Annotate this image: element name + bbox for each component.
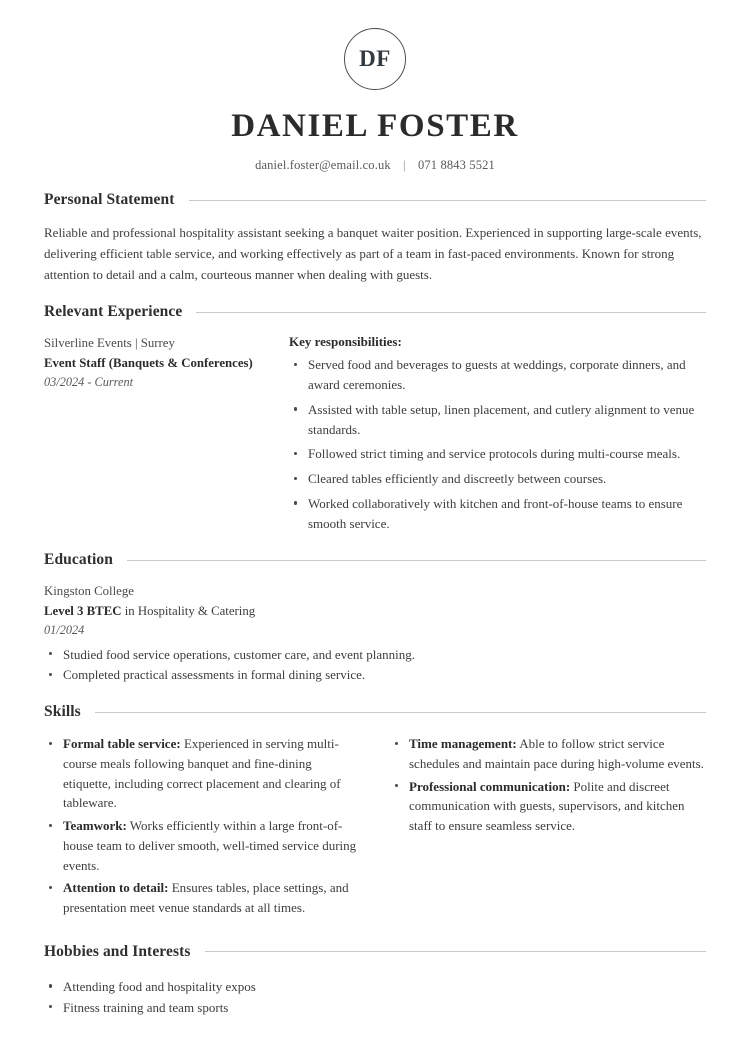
section-skills [44, 703, 706, 921]
section-relevant-experience [44, 303, 706, 533]
list-item [44, 734, 360, 813]
experience-dates: 03/2024 - Current [44, 375, 134, 390]
skills-columns [44, 734, 706, 921]
section-header [44, 703, 706, 721]
list-item [44, 878, 360, 918]
monogram-badge [344, 28, 406, 90]
responsibilities-label: Key responsibilities: [289, 334, 402, 350]
skill-description: Ensures tables, place settings, and presentation meet venue standards at all times. [63, 880, 349, 915]
education-details-list [44, 645, 706, 686]
education-entry [44, 582, 706, 685]
section-header [44, 943, 706, 961]
list-item: Attending food and hospitality expos [44, 977, 706, 997]
responsibilities-list [289, 355, 706, 533]
contact-phone[interactable]: 071 8843 5521 [417, 158, 495, 173]
candidate-name: DANIEL FOSTER [231, 108, 519, 144]
education-qualification [44, 602, 706, 622]
section-title: Education [44, 551, 113, 569]
education-institution: Kingston College [44, 584, 134, 599]
list-item: Worked collaboratively with kitchen and front-of-house teams to ensure smooth service. [289, 494, 706, 534]
section-header [44, 551, 706, 569]
list-item [44, 816, 360, 875]
section-header [44, 191, 706, 209]
section-body [44, 222, 706, 285]
skills-column-right [390, 734, 706, 921]
personal-statement-text: Reliable and professional hospitality assistant seeking a banquet waiter position. Experienced in supporting large-scale events, delivering efficient table service, and working effectively as part of a team in fast-paced environments. Known for strong attention to detail and a calm, courteous manner when dealing with guests. [44, 225, 702, 283]
list-item: Cleared tables efficiently and discreetly between courses. [289, 469, 706, 489]
skill-description: Polite and discreet communication with guests, supervisors, and kitchen staff to ensure seamless service. [409, 778, 685, 833]
skill-description: Experienced in serving multi-course meals following banquet and fine-dining etiquette, including correct placement and clearing of tableware. [63, 736, 341, 811]
section-rule [95, 712, 706, 713]
experience-role: Event Staff (Banquets & Conferences) [44, 355, 253, 370]
list-item: Studied food service operations, customer care, and event planning. [44, 645, 706, 665]
section-rule [189, 200, 706, 201]
contact-line [44, 158, 706, 173]
list-item [390, 734, 706, 774]
list-item: Served food and beverages to guests at weddings, corporate dinners, and award ceremonies. [289, 355, 706, 395]
list-item: Assisted with table setup, linen placement, and cutlery alignment to venue standards. [289, 400, 706, 440]
experience-meta [44, 334, 289, 392]
list-item: Followed strict timing and service protocols during multi-course meals. [289, 444, 706, 464]
contact-email[interactable]: daniel.foster@email.co.uk [255, 158, 391, 173]
section-education [44, 551, 706, 685]
resume-header [44, 0, 706, 173]
education-qualification-level: Level 3 BTEC [44, 603, 122, 618]
skill-term: Teamwork: [63, 818, 127, 833]
section-rule [127, 560, 706, 561]
list-item [390, 777, 706, 836]
section-header [44, 303, 706, 321]
hobbies-body [44, 977, 706, 1018]
section-title: Relevant Experience [44, 303, 183, 321]
experience-entry [44, 334, 706, 533]
skill-description: Works efficiently within a large front-of-house team to deliver smooth, well-timed service during events. [63, 818, 357, 873]
education-qualification-subject: in Hospitality & Catering [121, 603, 256, 618]
skill-term: Formal table service: [63, 736, 181, 751]
skill-term: Time management: [409, 736, 517, 751]
skills-column-left [44, 734, 360, 921]
section-rule [196, 312, 706, 313]
section-title: Personal Statement [44, 191, 175, 209]
monogram-initials: DF [359, 46, 391, 71]
section-hobbies-and-interests [44, 943, 706, 1018]
experience-details [289, 334, 706, 533]
section-title: Hobbies and Interests [44, 942, 191, 960]
skill-term: Professional communication: [409, 778, 571, 794]
skills-list [44, 734, 360, 918]
experience-organisation: Silverline Events | Surrey [44, 336, 175, 351]
section-personal-statement [44, 191, 706, 285]
education-dates: 01/2024 [44, 623, 85, 638]
list-item: Fitness training and team sports [44, 998, 706, 1018]
section-rule [205, 951, 706, 952]
contact-separator: | [403, 158, 406, 173]
skill-description: Able to follow strict service schedules and maintain pace during high-volume events. [409, 736, 704, 771]
list-item: Completed practical assessments in formal dining service. [44, 665, 706, 685]
section-title: Skills [44, 703, 81, 720]
hobbies-list [44, 977, 706, 1018]
skill-term: Attention to detail: [63, 880, 169, 896]
skills-list [390, 734, 706, 836]
